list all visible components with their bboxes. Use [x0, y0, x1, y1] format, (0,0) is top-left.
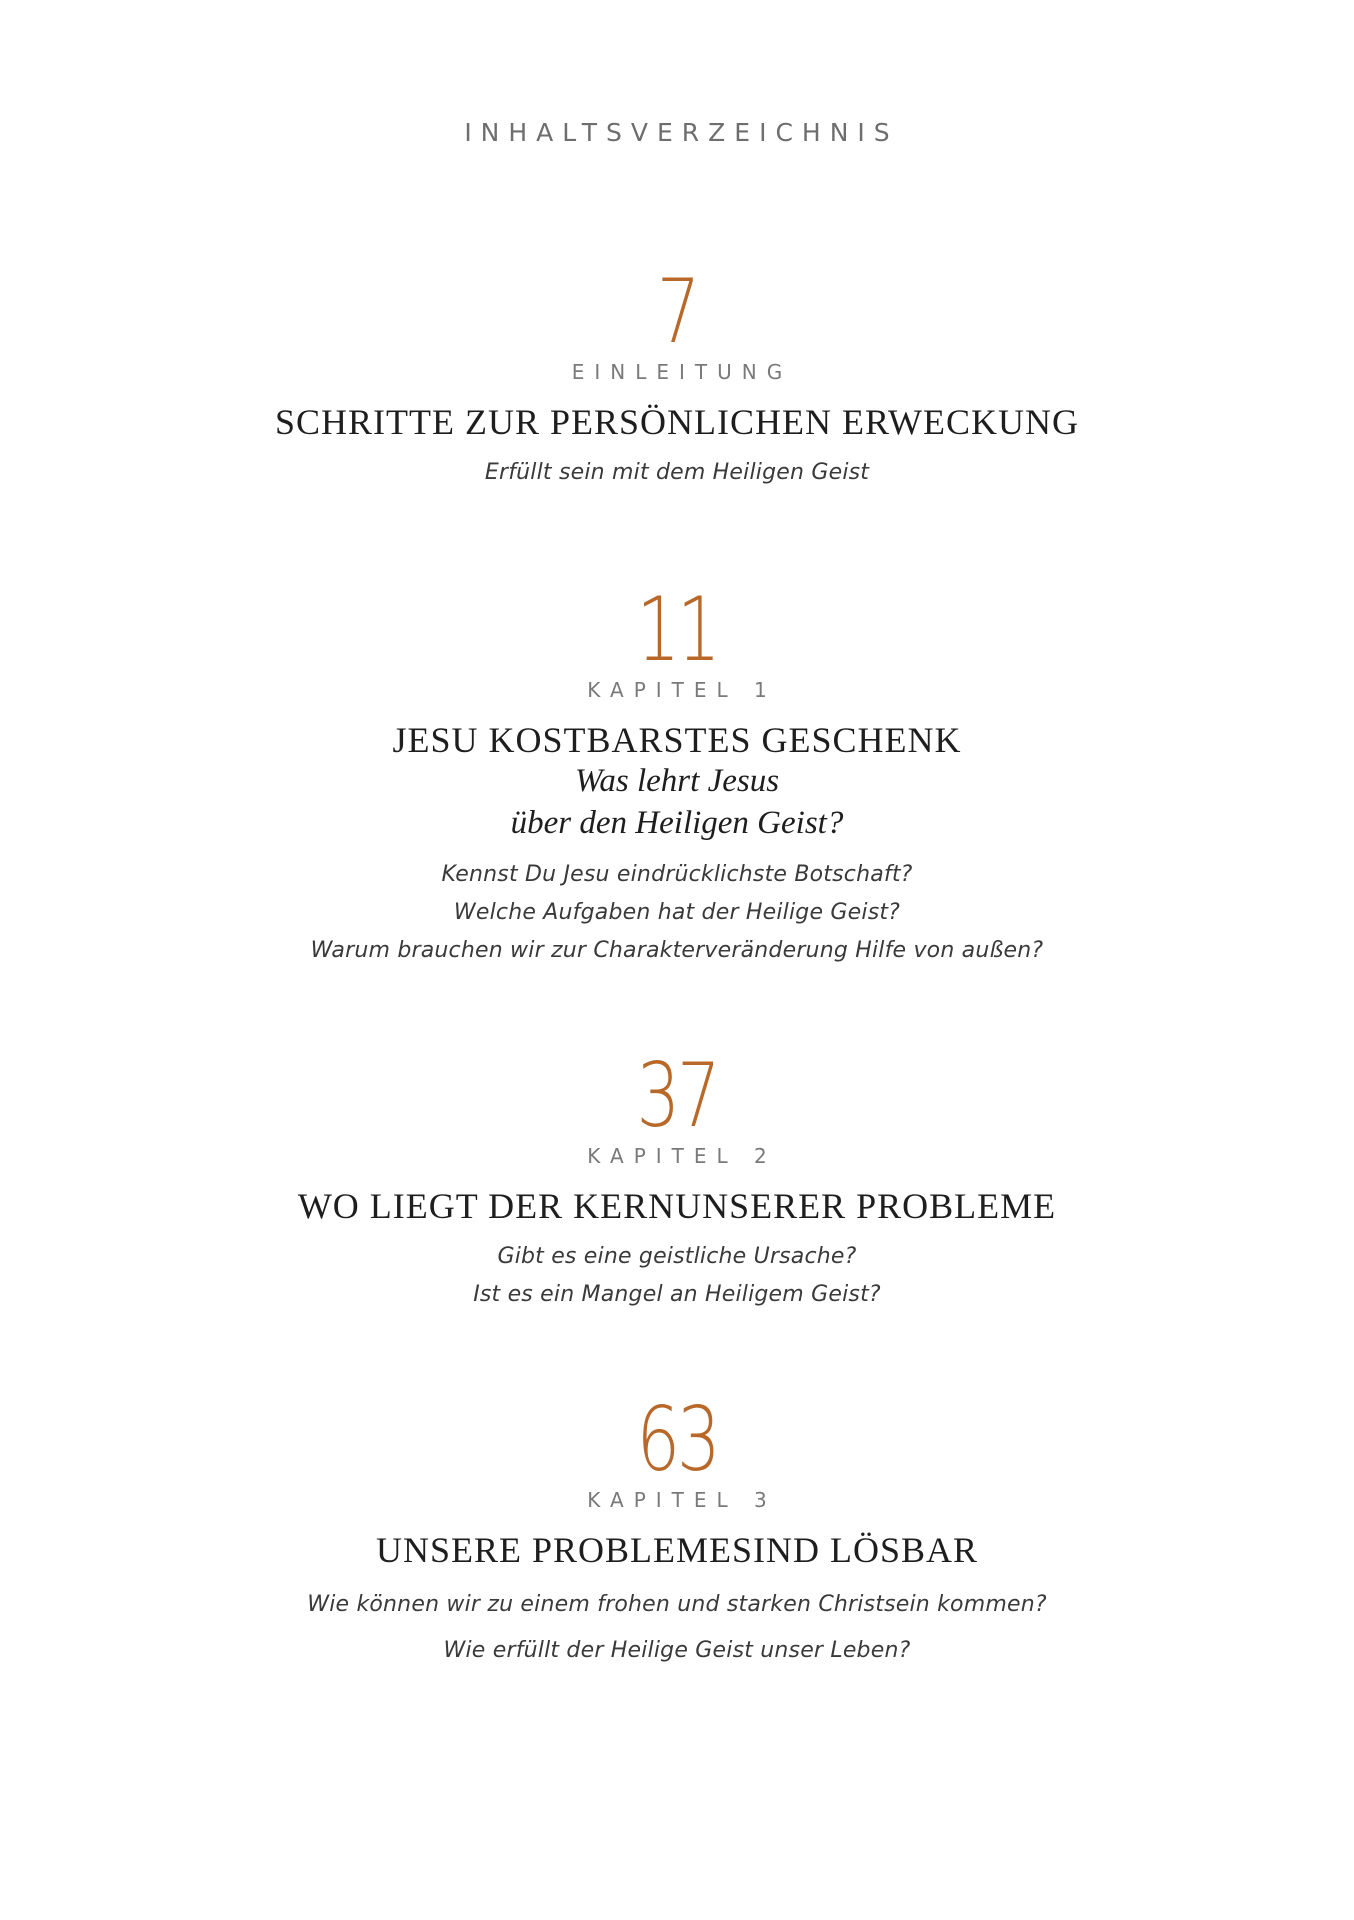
toc-heading: INHALTSVERZEICHNIS: [464, 118, 899, 147]
toc-entry-chapter-3[interactable]: [0, 1388, 1354, 1674]
section-kicker: KAPITEL 2: [587, 1144, 777, 1168]
section-questions: [0, 1238, 1354, 1314]
section-title: JESU KOSTBARSTES GESCHENK: [392, 720, 962, 760]
section-questions: [0, 454, 1354, 492]
page-number: 7: [656, 260, 698, 363]
toc-entry-chapter-2[interactable]: [0, 1044, 1354, 1314]
page-number: 11: [636, 578, 718, 681]
question-line: Kennst Du Jesu eindrücklichste Botschaft?: [441, 862, 913, 887]
page-number: 63: [636, 1388, 718, 1491]
section-title: WO LIEGT DER KERNUNSERER PROBLEME: [297, 1186, 1057, 1226]
section-kicker: KAPITEL 1: [587, 678, 777, 702]
section-title: SCHRITTE ZUR PERSÖNLICHEN ERWECKUNG: [274, 402, 1079, 442]
section-subtitle-line: über den Heiligen Geist?: [510, 805, 844, 841]
section-questions: [0, 856, 1354, 970]
section-title: UNSERE PROBLEMESIND LÖSBAR: [375, 1530, 979, 1570]
section-questions: [0, 1582, 1354, 1674]
section-subtitle-line: Was lehrt Jesus: [574, 763, 780, 799]
question-line: Gibt es eine geistliche Ursache?: [497, 1244, 857, 1269]
question-line: Welche Aufgaben hat der Heilige Geist?: [453, 900, 901, 925]
question-line: Erfüllt sein mit dem Heiligen Geist: [484, 460, 870, 485]
question-line: Ist es ein Mangel an Heiligem Geist?: [473, 1282, 881, 1307]
section-kicker: KAPITEL 3: [587, 1488, 777, 1512]
question-line: Wie können wir zu einem frohen und starken Christsein kommen?: [307, 1592, 1047, 1617]
toc-entry-chapter-1[interactable]: [0, 578, 1354, 970]
page-number: 37: [636, 1044, 718, 1147]
section-kicker: EINLEITUNG: [571, 360, 793, 384]
toc-entry-introduction[interactable]: [0, 260, 1354, 492]
question-line: Wie erfüllt der Heilige Geist unser Leben?: [443, 1638, 911, 1663]
question-line: Warum brauchen wir zur Charakterveränderung Hilfe von außen?: [310, 938, 1044, 963]
